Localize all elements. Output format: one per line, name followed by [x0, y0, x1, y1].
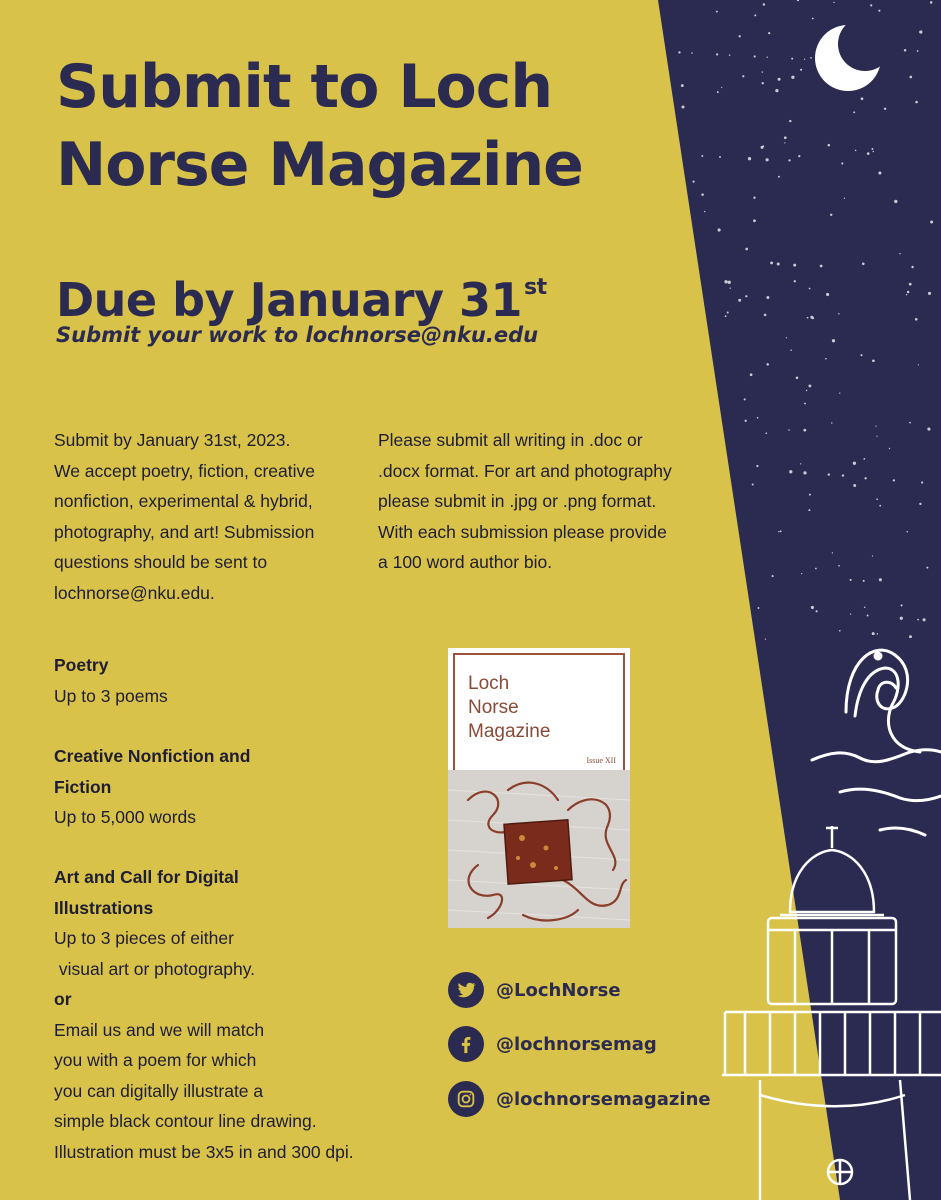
star	[816, 610, 818, 612]
star	[860, 354, 862, 356]
star	[721, 87, 722, 88]
star	[927, 428, 930, 431]
star	[793, 264, 796, 267]
star	[810, 57, 812, 59]
star	[826, 293, 829, 296]
star	[796, 377, 799, 380]
star	[862, 262, 865, 265]
left-paragraph-line: Submit by January 31st, 2023.	[54, 430, 291, 450]
star	[777, 263, 780, 266]
star	[872, 359, 875, 362]
star	[878, 10, 880, 12]
star	[870, 4, 872, 6]
cover-issue: Issue XII	[586, 756, 616, 765]
star	[791, 76, 794, 79]
star	[855, 150, 857, 152]
submission-info-paragraph	[54, 425, 354, 608]
star	[704, 211, 705, 212]
star	[757, 417, 759, 419]
star	[808, 509, 810, 511]
star	[786, 337, 787, 338]
category-detail: you can digitally illustrate a	[54, 1080, 264, 1101]
star	[917, 619, 919, 621]
category-detail: Illustration must be 3x5 in and 300 dpi.	[54, 1141, 354, 1162]
star	[748, 157, 751, 160]
category-detail: Up to 3 poems	[54, 685, 168, 706]
star	[879, 505, 881, 507]
star	[806, 390, 807, 391]
star	[878, 171, 881, 174]
cover-artwork	[448, 770, 630, 928]
star	[765, 432, 767, 434]
star	[716, 53, 718, 55]
star	[768, 32, 770, 34]
star	[753, 219, 756, 222]
star	[909, 635, 912, 638]
star	[842, 474, 844, 476]
star	[839, 392, 840, 393]
star	[766, 363, 769, 366]
star	[739, 35, 741, 37]
star	[877, 633, 879, 635]
star	[919, 30, 922, 33]
star	[838, 565, 840, 567]
category-heading: Creative Nonfiction and	[54, 746, 251, 766]
star	[909, 422, 911, 424]
star	[772, 575, 774, 577]
star	[830, 214, 832, 216]
category-detail: Email us and we will match	[54, 1019, 265, 1040]
category-detail: you with a poem for which	[54, 1050, 257, 1070]
category-detail: visual art or photography.	[54, 958, 256, 979]
star	[770, 261, 773, 264]
star	[789, 470, 792, 473]
star	[832, 339, 835, 342]
star	[745, 248, 748, 251]
star	[718, 228, 721, 231]
submit-email-line: Submit your work to lochnorse@nku.edu	[56, 323, 539, 347]
left-paragraph-line: questions should be sent to	[54, 552, 268, 572]
star	[798, 155, 800, 157]
star	[930, 221, 933, 224]
star	[911, 266, 913, 268]
instagram-icon	[448, 1081, 484, 1117]
star	[875, 425, 876, 426]
left-paragraph-line: nonfiction, experimental & hybrid,	[54, 491, 313, 511]
star	[754, 55, 756, 57]
star	[701, 155, 703, 157]
star	[841, 162, 843, 164]
star	[807, 317, 809, 319]
star	[825, 358, 827, 360]
star	[876, 498, 878, 500]
star	[788, 429, 790, 431]
star	[863, 580, 865, 582]
right-paragraph-line: please submit in .jpg or .png format.	[378, 491, 657, 511]
star	[853, 111, 855, 113]
twitter-handle: @LochNorse	[496, 979, 621, 1001]
star	[794, 280, 796, 282]
star	[815, 568, 817, 570]
cover-title	[468, 672, 550, 744]
star	[894, 200, 897, 203]
star	[728, 281, 731, 284]
star	[867, 615, 869, 617]
star	[918, 364, 919, 365]
star	[745, 295, 747, 297]
star	[853, 484, 856, 487]
twitter-icon	[448, 972, 484, 1008]
star	[906, 531, 908, 533]
star	[725, 315, 727, 317]
right-paragraph-line: Please submit all writing in .doc or	[378, 430, 643, 450]
star	[930, 1, 933, 4]
star	[754, 14, 756, 16]
star	[809, 288, 811, 290]
due-date-suffix: st	[523, 275, 547, 300]
star	[853, 462, 856, 465]
star	[861, 97, 864, 100]
star	[907, 291, 910, 294]
category-heading: Fiction	[54, 776, 112, 797]
star	[906, 294, 907, 295]
star	[850, 613, 851, 614]
left-paragraph-line: lochnorse@nku.edu.	[54, 582, 215, 603]
star	[872, 632, 875, 635]
due-date-text: Due by January 31	[56, 273, 522, 327]
star	[780, 530, 782, 532]
facebook-icon	[448, 1026, 484, 1062]
star	[915, 318, 918, 321]
star	[719, 156, 721, 158]
star	[724, 280, 727, 283]
star	[775, 89, 778, 92]
star	[800, 69, 802, 71]
star	[784, 136, 787, 139]
star	[764, 314, 767, 317]
star	[904, 49, 907, 52]
star	[789, 120, 791, 122]
star	[864, 477, 866, 479]
star	[729, 54, 731, 56]
star	[812, 18, 814, 20]
star	[753, 197, 755, 199]
star	[863, 458, 865, 460]
star	[762, 71, 763, 72]
star	[778, 531, 779, 532]
star	[915, 101, 918, 104]
star	[765, 638, 766, 639]
star	[919, 503, 921, 505]
right-paragraph-line: .docx format. For art and photography	[378, 460, 672, 481]
star	[909, 76, 912, 79]
star	[804, 59, 805, 60]
star	[804, 403, 806, 405]
star	[738, 299, 741, 302]
star	[766, 296, 769, 299]
category-heading: Poetry	[54, 655, 109, 675]
star	[879, 578, 882, 581]
star	[828, 473, 830, 475]
star	[778, 78, 781, 81]
right-paragraph-line: With each submission please provide	[378, 521, 667, 542]
star	[889, 448, 890, 449]
star	[790, 349, 792, 351]
twitter-link[interactable]	[448, 972, 621, 1008]
star	[867, 152, 870, 155]
category-detail: Up to 3 pieces of either	[54, 928, 234, 948]
star	[701, 193, 704, 196]
star	[784, 142, 785, 143]
star	[808, 384, 811, 387]
star	[900, 617, 903, 620]
star	[926, 567, 928, 569]
star	[864, 607, 866, 609]
star	[791, 58, 793, 60]
star	[717, 91, 719, 93]
star	[788, 159, 790, 161]
category-poetry	[54, 650, 374, 711]
star	[809, 494, 811, 496]
star	[744, 398, 746, 400]
category-heading: Illustrations	[54, 897, 154, 918]
star	[873, 151, 875, 153]
format-info-paragraph	[378, 425, 708, 578]
star	[800, 463, 801, 464]
star	[832, 552, 833, 553]
star	[811, 606, 814, 609]
facebook-handle: @lochnorsemag	[496, 1033, 657, 1055]
star	[730, 288, 731, 289]
star	[893, 479, 895, 481]
star	[765, 158, 768, 161]
left-paragraph-line: photography, and art! Submission	[54, 521, 315, 542]
star	[820, 265, 823, 268]
star	[803, 471, 806, 474]
instagram-link[interactable]	[448, 1081, 711, 1117]
star	[876, 436, 877, 437]
star	[803, 429, 806, 432]
category-detail: simple black contour line drawing.	[54, 1111, 317, 1131]
star	[901, 604, 903, 606]
star	[762, 145, 764, 147]
star	[917, 50, 919, 52]
star	[750, 373, 753, 376]
star	[756, 465, 758, 467]
star	[752, 483, 754, 485]
category-art	[54, 862, 374, 1167]
star	[716, 11, 718, 13]
star	[828, 144, 831, 147]
cover-title-line: Loch	[468, 673, 510, 694]
star	[909, 283, 912, 286]
star	[833, 2, 834, 3]
star	[767, 57, 768, 58]
star	[884, 108, 886, 110]
star	[745, 420, 747, 422]
instagram-handle: @lochnorsemagazine	[496, 1088, 711, 1110]
star	[844, 198, 845, 199]
star	[778, 176, 780, 178]
cover-title-line: Norse	[468, 697, 519, 718]
star	[727, 312, 729, 314]
star	[839, 630, 841, 632]
star	[763, 3, 765, 5]
left-paragraph-line: We accept poetry, fiction, creative	[54, 460, 315, 481]
star	[871, 148, 873, 150]
star	[872, 555, 873, 556]
or-separator: or	[54, 989, 72, 1009]
category-detail: Up to 5,000 words	[54, 807, 197, 827]
page-title: Submit to Loch Norse Magazine	[56, 52, 583, 200]
night-sky-shape	[658, 0, 941, 1200]
cover-title-line: Magazine	[468, 721, 551, 742]
star	[838, 313, 839, 314]
star	[923, 618, 926, 621]
star	[928, 292, 931, 295]
due-date-heading	[56, 258, 547, 330]
star	[762, 82, 764, 84]
star	[921, 481, 923, 483]
star	[742, 75, 744, 77]
category-heading: Art and Call for Digital	[54, 867, 239, 887]
facebook-link[interactable]	[448, 1026, 657, 1062]
star	[831, 422, 832, 423]
star	[899, 253, 900, 254]
star	[850, 579, 852, 581]
magazine-cover-image	[448, 648, 630, 928]
star	[758, 607, 760, 609]
category-nonfiction	[54, 741, 374, 833]
right-paragraph-line: a 100 word author bio.	[378, 552, 553, 572]
star	[812, 317, 814, 319]
star	[801, 573, 802, 574]
